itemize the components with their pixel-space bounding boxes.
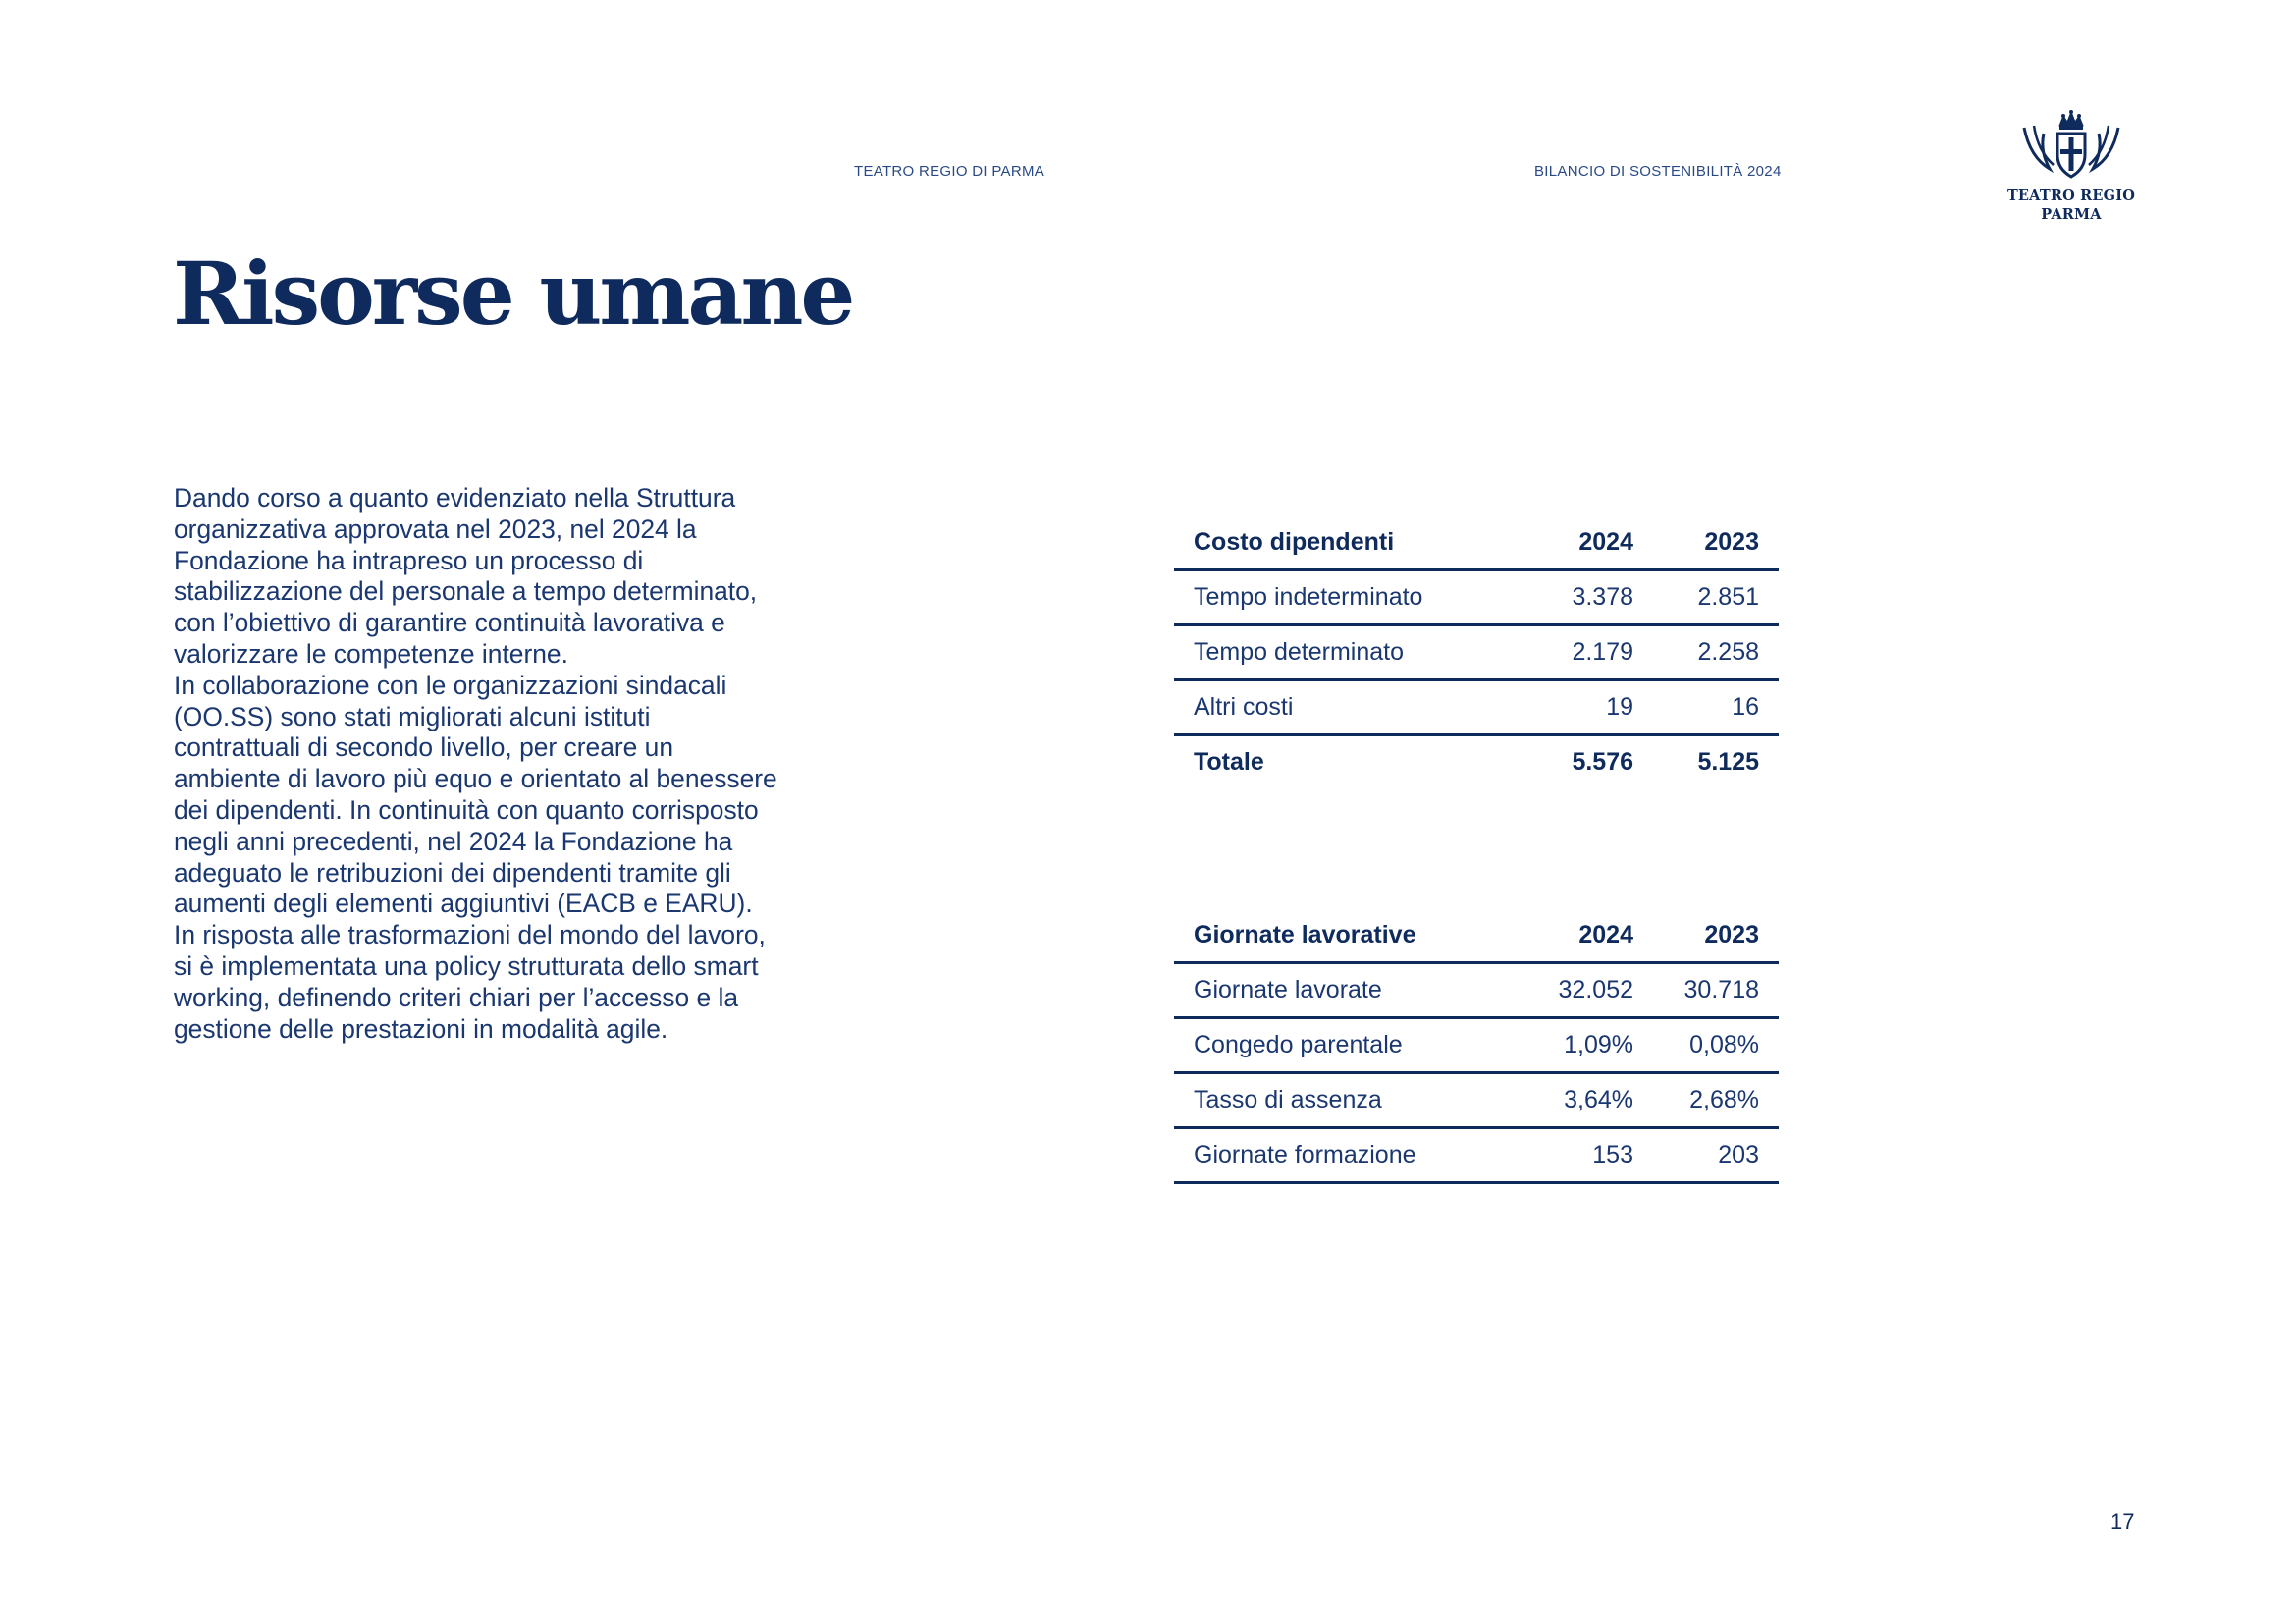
table-row <box>1174 963 1779 1018</box>
body-line: stabilizzazione del personale a tempo determinato, <box>174 576 758 607</box>
table-header-row <box>1174 516 1779 570</box>
body-line: organizzativa approvata nel 2023, nel 2024 la <box>174 514 697 544</box>
page-title: Risorse umane <box>173 243 853 345</box>
column-header-label: Giornate lavorative <box>1174 909 1506 963</box>
total-2024: 5.576 <box>1572 748 1633 776</box>
total-label: Totale <box>1194 748 1264 776</box>
value-2023: 2,68% <box>1633 1073 1779 1128</box>
row-label: Altri costi <box>1174 680 1506 735</box>
row-label: Tempo determinato <box>1174 625 1506 680</box>
value-2024: 3,64% <box>1506 1073 1633 1128</box>
value-2024: 32.052 <box>1506 963 1633 1018</box>
body-line: dei dipendenti. In continuità con quanto corrisposto <box>174 794 759 825</box>
teatro-regio-logo <box>2002 108 2140 224</box>
body-line: Fondazione ha intrapreso un processo di <box>174 545 644 575</box>
body-line: contrattuali di secondo livello, per creare un <box>174 732 674 763</box>
logo-line-1: TEATRO REGIO <box>2006 188 2136 204</box>
body-text <box>174 483 802 1045</box>
value-2024: 3.378 <box>1506 570 1633 625</box>
body-line: valorizzare le competenze interne. <box>174 638 568 669</box>
body-line: con l’obiettivo di garantire continuità lavorativa e <box>174 608 725 638</box>
body-line: (OO.SS) sono stati migliorati alcuni istituti <box>174 701 651 731</box>
body-line: ambiente di lavoro più equo e orientato al benessere <box>174 764 777 794</box>
table-row <box>1174 570 1779 625</box>
crest-icon <box>2020 108 2122 187</box>
value-2023: 2.258 <box>1633 625 1779 680</box>
table-total-row <box>1174 735 1779 789</box>
employee-costs-table <box>1174 516 1779 788</box>
body-line: gestione delle prestazioni in modalità agile. <box>174 1013 668 1044</box>
column-header-2023: 2023 <box>1633 909 1779 963</box>
value-2023: 0,08% <box>1633 1018 1779 1073</box>
body-line: adeguato le retribuzioni dei dipendenti tramite gli <box>174 857 731 888</box>
row-label: Tasso di assenza <box>1174 1073 1506 1128</box>
body-line: negli anni precedenti, nel 2024 la Fondazione ha <box>174 826 733 856</box>
table-row <box>1174 1073 1779 1128</box>
working-days-table <box>1174 909 1779 1184</box>
row-label: Congedo parentale <box>1174 1018 1506 1073</box>
table-header-row <box>1174 909 1779 963</box>
table-row <box>1174 680 1779 735</box>
column-header-label: Costo dipendenti <box>1174 516 1506 570</box>
column-header-2024: 2024 <box>1506 516 1633 570</box>
header-right: BILANCIO DI SOSTENIBILITÀ 2024 <box>1534 163 1782 180</box>
body-line: In risposta alle trasformazioni del mondo del lavoro, <box>174 920 766 950</box>
value-2023: 30.718 <box>1633 963 1779 1018</box>
page-number: 17 <box>2110 1509 2135 1534</box>
value-2024: 2.179 <box>1506 625 1633 680</box>
body-line: In collaborazione con le organizzazioni sindacali <box>174 670 727 700</box>
body-line: Dando corso a quanto evidenziato nella Struttura <box>174 483 736 513</box>
table-row <box>1174 1018 1779 1073</box>
value-2023: 2.851 <box>1633 570 1779 625</box>
table-row <box>1174 625 1779 680</box>
value-2024: 153 <box>1506 1128 1633 1183</box>
value-2024: 19 <box>1506 680 1633 735</box>
row-label: Giornate lavorate <box>1174 963 1506 1018</box>
header-left: TEATRO REGIO DI PARMA <box>854 163 1045 180</box>
table-row <box>1174 1128 1779 1183</box>
column-header-2023: 2023 <box>1633 516 1779 570</box>
row-label: Giornate formazione <box>1174 1128 1506 1183</box>
body-line: aumenti degli elementi aggiuntivi (EACB e EARU). <box>174 889 753 919</box>
logo-line-2: PARMA <box>2041 206 2102 223</box>
body-line: working, definendo criteri chiari per l’accesso e la <box>174 982 739 1012</box>
row-label: Tempo indeterminato <box>1174 570 1506 625</box>
column-header-2024: 2024 <box>1506 909 1633 963</box>
total-2023: 5.125 <box>1697 748 1759 776</box>
body-line: si è implementata una policy strutturata dello smart <box>174 950 759 981</box>
value-2023: 16 <box>1633 680 1779 735</box>
value-2023: 203 <box>1633 1128 1779 1183</box>
value-2024: 1,09% <box>1506 1018 1633 1073</box>
